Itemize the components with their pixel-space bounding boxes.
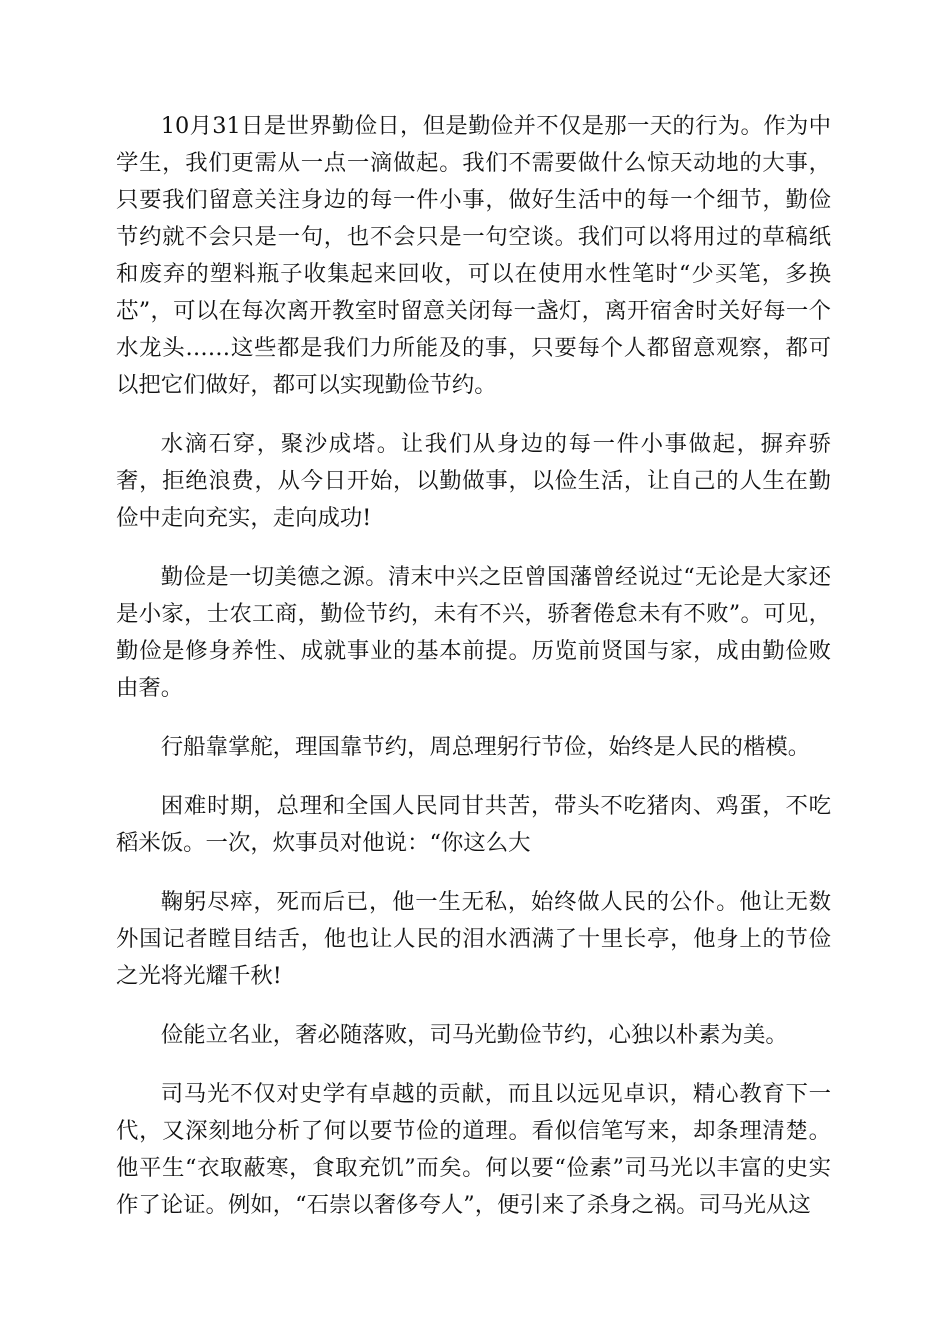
- paragraph-selfless-service: 鞠躬尽瘁，死而后已，他一生无私，始终做人民的公仆。他让无数外国记者瞠目结舌，他也让人民的泪水洒满了十里长亭，他身上的节俭之光将光耀千秋!: [116, 889, 831, 989]
- paragraph-premier-model: 行船靠掌舵，理国靠节约，周总理躬行节俭，始终是人民的楷模。: [160, 734, 811, 760]
- paragraph-sima-guang-intro: 俭能立名业，奢必随落败，司马光勤俭节约，心独以朴素为美。: [160, 1022, 788, 1048]
- paragraph-source-of-virtue: 勤俭是一切美德之源。清末中兴之臣曾国藩曾经说过“无论是大家还是小家，士农工商，勤俭节约，未有不兴，骄奢倦怠未有不败”。可见，勤俭是修身养性、成就事业的基本前提。历览前贤国与家，成由勤俭败由奢。: [116, 564, 831, 701]
- document-body: [116, 108, 831, 1246]
- paragraph-hard-times: 困难时期，总理和全国人民同甘共苦，带头不吃猪肉、鸡蛋，不吃稻米饭。一次，炊事员对他说：“你这么大: [116, 793, 831, 856]
- paragraph-drops-of-water: 水滴石穿，聚沙成塔。让我们从身边的每一件小事做起，摒弃骄奢，拒绝浪费，从今日开始，以勤做事，以俭生活，让自己的人生在勤俭中走向充实，走向成功!: [116, 431, 831, 531]
- paragraph-sima-guang-detail: 司马光不仅对史学有卓越的贡献，而且以远见卓识，精心教育下一代，又深刻地分析了何以要节俭的道理。看似信笔写来，却条理清楚。他平生“衣取蔽寒，食取充饥”而矣。何以要“俭素”司马光以丰富的史实作了论证。例如，“石崇以奢侈夸人”，便引来了杀身之祸。司马光从这: [116, 1081, 831, 1218]
- paragraph-thrift-day: 10月31日是世界勤俭日，但是勤俭并不仅是那一天的行为。作为中学生，我们更需从一点一滴做起。我们不需要做什么惊天动地的大事，只要我们留意关注身边的每一件小事，做好生活中的每一个细节，勤俭节约就不会只是一句，也不会只是一句空谈。我们可以将用过的草稿纸和废弃的塑料瓶子收集起来回收，可以在使用水性笔时“少买笔，多换芯”，可以在每次离开教室时留意关闭每一盏灯，离开宿舍时关好每一个水龙头……这些都是我们力所能及的事，只要每个人都留意观察，都可以把它们做好，都可以实现勤俭节约。: [116, 113, 831, 398]
